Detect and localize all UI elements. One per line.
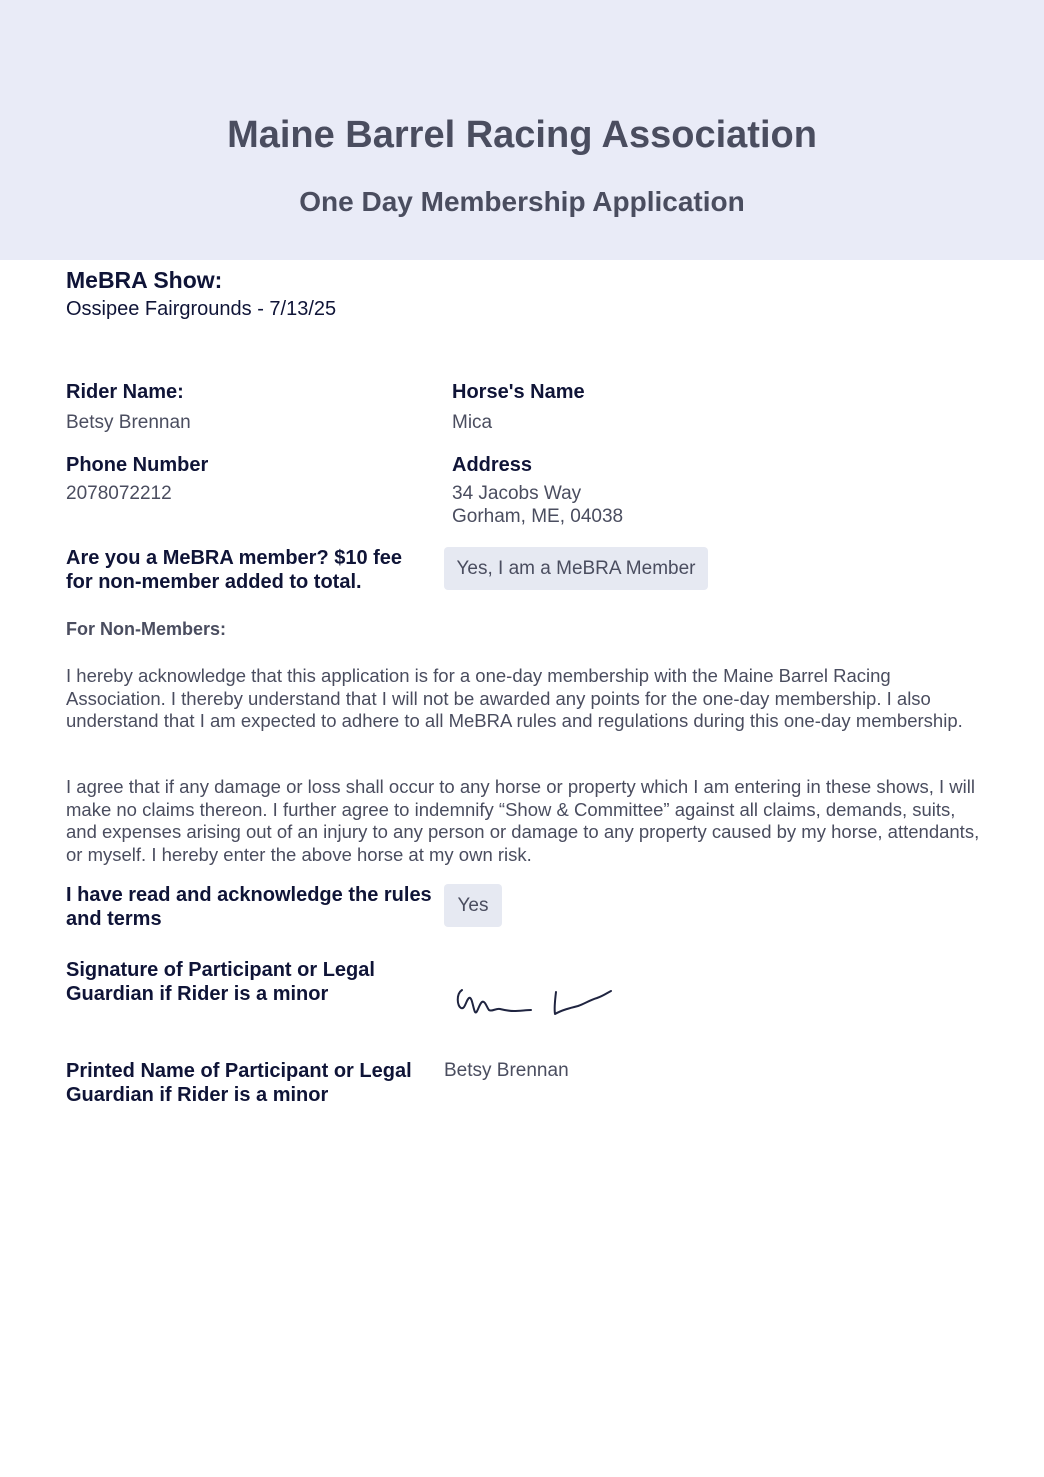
printed-name-label-line1: Printed Name of Participant or Legal xyxy=(66,1060,412,1082)
membership-answer-chip: Yes, I am a MeBRA Member xyxy=(444,547,708,590)
acknowledge-label xyxy=(66,883,432,931)
horse-name-label: Horse's Name xyxy=(452,381,585,403)
address-label: Address xyxy=(452,454,533,476)
printed-name-label-line2: Guardian if Rider is a minor xyxy=(66,1084,329,1106)
signature-label xyxy=(66,958,375,1006)
signature-label-line1: Signature of Participant or Legal xyxy=(66,959,375,981)
rider-name-value: Betsy Brennan xyxy=(66,412,191,433)
address-line1: 34 Jacobs Way xyxy=(452,483,582,504)
show-label: MeBRA Show: xyxy=(66,267,223,293)
page-title: Maine Barrel Racing Association xyxy=(227,114,817,156)
signature-image xyxy=(452,978,622,1028)
horse-name-value: Mica xyxy=(452,412,493,433)
membership-question-line2: for non-member added to total. xyxy=(66,571,362,593)
non-members-heading: For Non-Members: xyxy=(66,619,227,639)
phone-label: Phone Number xyxy=(66,454,209,476)
form-header xyxy=(0,0,1044,260)
address-line2: Gorham, ME, 04038 xyxy=(452,506,624,527)
phone-value: 2078072212 xyxy=(66,483,172,504)
acknowledge-answer-chip: Yes xyxy=(444,884,502,927)
printed-name-label xyxy=(66,1059,412,1107)
acknowledge-label-line2: and terms xyxy=(66,908,162,930)
page-subtitle: One Day Membership Application xyxy=(299,186,745,217)
acknowledge-label-line1: I have read and acknowledge the rules xyxy=(66,884,432,906)
signature-label-line2: Guardian if Rider is a minor xyxy=(66,983,329,1005)
non-members-paragraph-2: I agree that if any damage or loss shall occur to any horse or property which I am entering in these shows, I will make no claims thereon. I further agree to indemnify “Show & Committee” against all claims, demands, suits, and expenses arising out of an injury to any person or damage to any property caused by my horse, attendants, or myself. I hereby enter the above horse at my own risk. xyxy=(66,776,980,865)
membership-question xyxy=(66,546,402,594)
rider-name-label: Rider Name: xyxy=(66,381,184,403)
printed-name-value: Betsy Brennan xyxy=(444,1060,569,1081)
show-value: Ossipee Fairgrounds - 7/13/25 xyxy=(66,298,337,320)
non-members-paragraph-1: I hereby acknowledge that this application is for a one-day membership with the Maine Barrel Racing Association. I thereby understand that I will not be awarded any points for the one-day membership. I also understand that I am expected to adhere to all MeBRA rules and regulations during this one-day membership. xyxy=(66,665,963,731)
membership-question-line1: Are you a MeBRA member? $10 fee xyxy=(66,547,403,569)
